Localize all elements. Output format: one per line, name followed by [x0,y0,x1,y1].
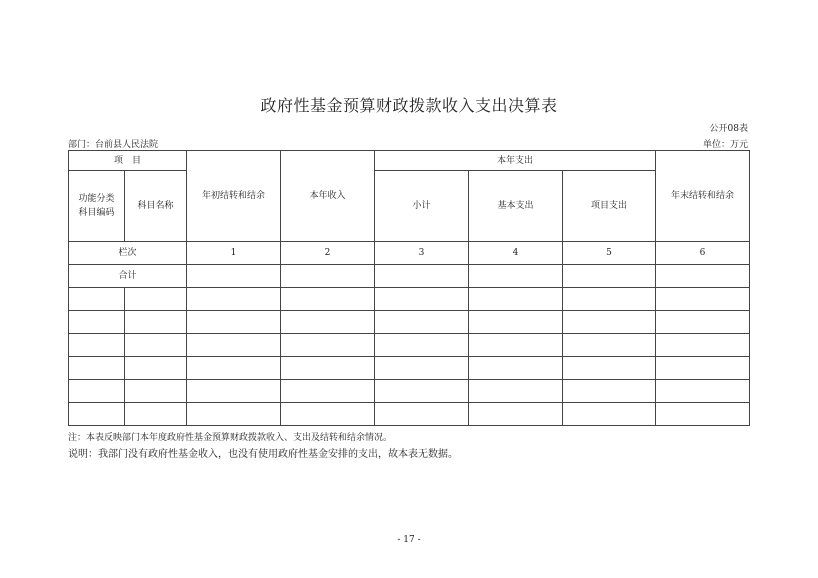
table-cell [563,288,656,311]
table-cell [375,334,469,357]
settlement-table [68,150,750,426]
table-cell [281,311,375,334]
header-project: 项目支出 [563,171,656,242]
table-cell [69,311,125,334]
table-cell [656,403,750,426]
table-cell [563,334,656,357]
table-cell [187,288,281,311]
table-cell [469,265,563,288]
table-cell [125,357,187,380]
form-number: 公开08表 [709,124,748,134]
col-number: 5 [563,242,656,265]
unit-label: 单位：万元 [702,140,748,150]
page-number: - 17 - [397,535,421,545]
col-number: 2 [281,242,375,265]
report-title: 政府性基金预算财政拨款收入支出决算表 [260,96,558,115]
table-cell [281,380,375,403]
header-subject-name: 科目名称 [125,171,187,242]
table-cell [69,357,125,380]
table-cell [125,288,187,311]
table-cell [69,288,125,311]
table-cell [125,311,187,334]
explanation-text: 说明：我部门没有政府性基金收入，也没有使用政府性基金安排的支出，故本表无数据。 [68,449,458,460]
table-cell [656,334,750,357]
table-cell [656,311,750,334]
table-cell [187,311,281,334]
table-row [69,403,750,426]
table-cell [469,334,563,357]
table-row [69,380,750,403]
table-cell [656,357,750,380]
row-index-label: 栏次 [69,242,187,265]
table-cell [469,403,563,426]
table-cell [469,380,563,403]
table-note: 注：本表反映部门本年度政府性基金预算财政拨款收入、支出及结转和结余情况。 [68,433,393,443]
table-cell [281,403,375,426]
header-func-class: 功能分类 科目编码 [69,171,125,242]
header-basic: 基本支出 [469,171,563,242]
table-cell [375,357,469,380]
total-label: 合计 [69,265,187,288]
table-cell [125,403,187,426]
table-cell [656,380,750,403]
table-cell [125,334,187,357]
table-cell [375,311,469,334]
table-cell [563,265,656,288]
table-cell [375,403,469,426]
table-cell [187,403,281,426]
table-cell [187,357,281,380]
table-cell [281,265,375,288]
total-row [69,265,750,288]
table-cell [563,380,656,403]
table-cell [656,288,750,311]
col-number: 1 [187,242,281,265]
table-row [69,334,750,357]
header-subtotal: 小计 [375,171,469,242]
table-cell [563,403,656,426]
table-cell [281,288,375,311]
table-cell [187,380,281,403]
table-cell [469,357,563,380]
col-number: 3 [375,242,469,265]
table-cell [375,288,469,311]
table-cell [69,380,125,403]
department-label: 部门：台前县人民法院 [68,140,159,150]
header-closing-balance: 年末结转和结余 [656,151,750,242]
header-expenditure: 本年支出 [375,151,656,171]
table-cell [69,403,125,426]
table-cell [281,334,375,357]
table-cell [125,380,187,403]
table-cell [656,265,750,288]
table-cell [469,288,563,311]
table-cell [69,334,125,357]
table-cell [563,311,656,334]
table-row [69,357,750,380]
table-cell [469,311,563,334]
col-number: 4 [469,242,563,265]
table-cell [187,265,281,288]
header-item: 项 目 [69,151,187,171]
table-row [69,288,750,311]
table-row [69,311,750,334]
header-opening-balance: 年初结转和结余 [187,151,281,242]
header-income: 本年收入 [281,151,375,242]
table-cell [375,380,469,403]
table-cell [281,357,375,380]
col-number: 6 [656,242,750,265]
table-cell [563,357,656,380]
table-cell [187,334,281,357]
table-cell [375,265,469,288]
